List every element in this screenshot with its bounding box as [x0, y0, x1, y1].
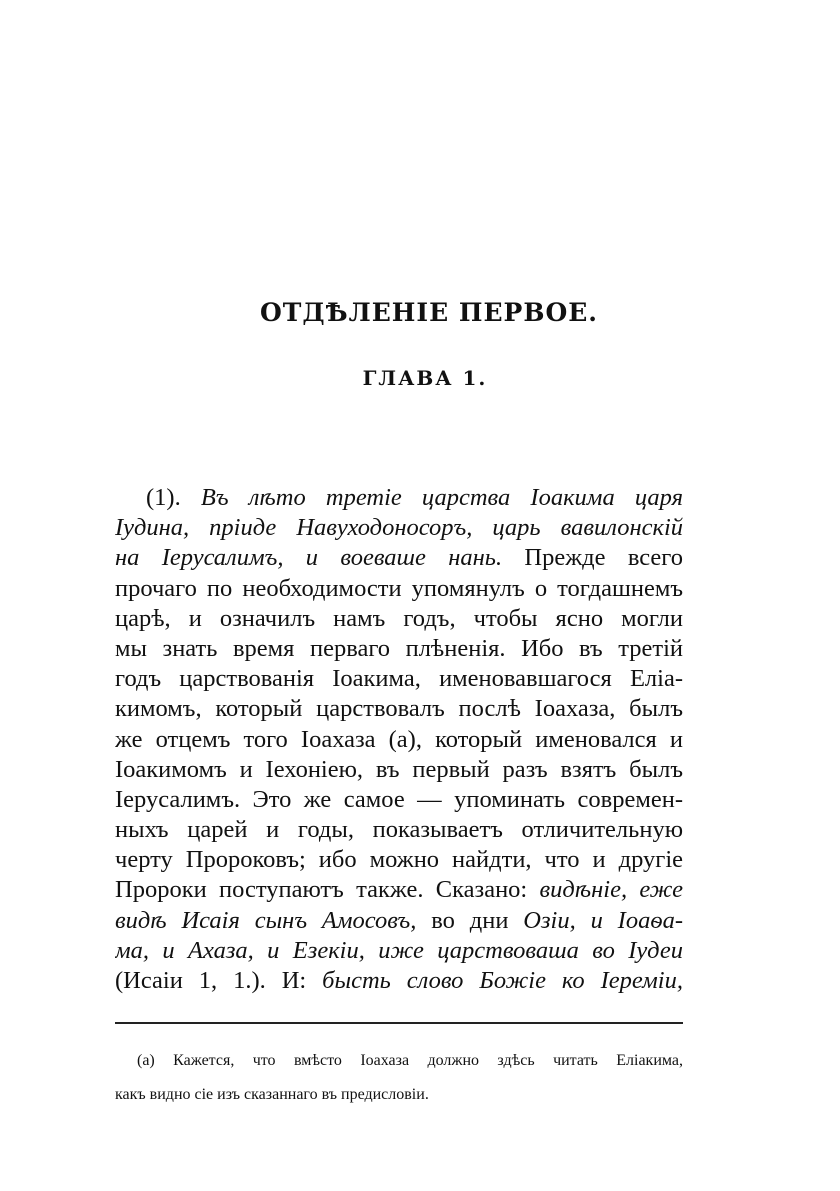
italic-quote: ма, и Ахаза, и Езекіи, иже царствоваша во Іудеи — [115, 936, 683, 964]
text-run: царѣ, и означилъ намъ годъ, чтобы ясно могли — [115, 604, 683, 632]
italic-quote: видѣ Исаія сынъ Амосовъ, — [115, 906, 417, 934]
text-line — [115, 634, 683, 664]
chapter-title: ГЛАВА 1. — [362, 366, 488, 390]
text-run: (Исаіи 1, 1.). И: — [115, 967, 323, 994]
italic-quote: Озіи, и Іоаѳа- — [523, 906, 683, 934]
footnote-line: какъ видно сіе изъ сказаннаго въ предисловіи. — [115, 1086, 429, 1103]
italic-quote: Іудина, пріиде Навуходоносоръ, царь вавилонскій — [115, 514, 683, 542]
text-run: мы знать время перваго плѣненія. Ибо въ третій — [115, 634, 683, 662]
text-run: ныхъ царей и годы, показываетъ отличительную — [115, 816, 683, 844]
text-run: же отцемъ того Іоахаза (а), который именовался и — [115, 725, 683, 753]
section-title: ОТДѢЛЕНІЕ ПЕРВОЕ. — [260, 298, 598, 327]
italic-quote: видѣніе, еже — [539, 876, 683, 904]
text-line — [115, 966, 683, 996]
text-line — [115, 785, 683, 815]
text-line — [115, 906, 683, 936]
text-run: Іерусалимъ. Это же самое — упоминать современ- — [115, 785, 683, 813]
text-run: годъ царствованія Іоакима, именовавшагося Еліа- — [115, 665, 683, 693]
text-line — [115, 936, 683, 966]
text-run: прочаго по необходимости упомянулъ о тогдашнемъ — [115, 574, 683, 602]
text-run: во дни — [416, 906, 524, 934]
italic-quote: Въ лѣто третіе царства Іоакима царя — [200, 484, 683, 511]
text-line — [115, 543, 683, 573]
text-run: черту Пророковъ; ибо можно найдти, что и другіе — [115, 846, 683, 874]
text-run: кимомъ, который царствовалъ послѣ Іоахаза, былъ — [115, 695, 683, 723]
text-line — [115, 875, 683, 905]
text-line — [115, 694, 683, 724]
text-line — [115, 664, 683, 694]
footnote — [115, 1044, 683, 1112]
italic-quote: бысть слово Божіе ко Іереміи, — [322, 967, 683, 994]
text-line — [115, 725, 683, 755]
body-text — [115, 483, 683, 996]
text-line — [115, 755, 683, 785]
text-line — [115, 604, 683, 634]
text-line — [115, 574, 683, 604]
footnote-divider — [115, 1022, 683, 1024]
text-line — [115, 845, 683, 875]
text-line — [115, 815, 683, 845]
text-run: Пророки поступаютъ также. Сказано: — [115, 876, 540, 904]
footnote-line: (а) Кажется, что вмѣсто Іоахаза должно здѣсь читать Еліакима, — [137, 1052, 683, 1069]
text-run: Іоакимомъ и Іехоніею, въ первый разъ взятъ былъ — [115, 755, 683, 783]
text-line — [115, 483, 683, 513]
text-run: (1). — [146, 484, 201, 511]
italic-quote: на Іерусалимъ, и воеваше нань. — [115, 544, 503, 572]
text-run: Прежде всего — [502, 544, 683, 572]
text-line — [115, 513, 683, 543]
